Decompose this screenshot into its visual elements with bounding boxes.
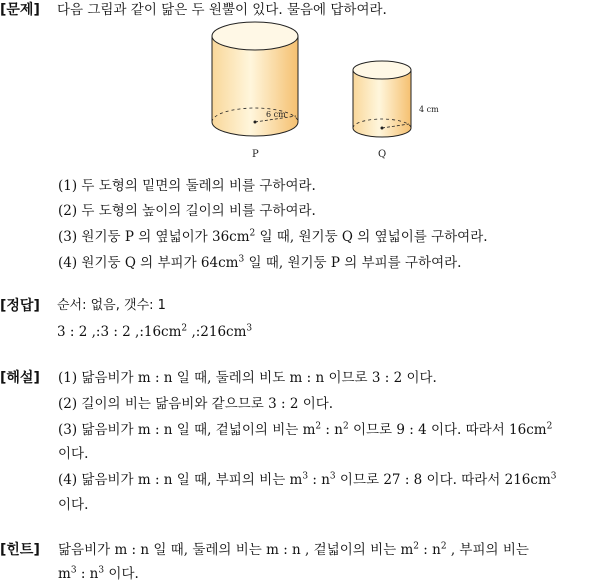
problem-item-1: (1) 두 도형의 밑면의 둘레의 비를 구하여라. xyxy=(58,178,316,194)
solution-line-4: (4) 닮음비가 m : n 일 때, 부피의 비는 $m^3$ : $n^3$ 이므로 27 : 8 이다. 따라서 $216cm^3$ xyxy=(58,471,557,488)
label-p: P xyxy=(252,149,259,160)
cylinder-p xyxy=(212,22,298,160)
problem-item-3: (3) 원기둥 P 의 옆넓이가 $36cm^2$ 일 때, 원기둥 Q 의 옆넓이를 구하여라. xyxy=(58,228,488,245)
solution-line-2: (2) 길이의 비는 닮음비와 같으므로 3 : 2 이다. xyxy=(58,396,334,412)
hint-line-1: 닮음비가 m : n 일 때, 둘레의 비는 m : n , 겉넓이의 비는 $m^2$ : $n^2$ , 부피의 비는 xyxy=(58,541,529,558)
solution-line-3-cont: 이다. xyxy=(58,446,89,462)
problem-item-4: (4) 원기둥 Q 의 부피가 $64cm^3$ 일 때, 원기둥 P 의 부피를 구하여라. xyxy=(58,254,462,271)
problem-item-2: (2) 두 도형의 높이의 길이의 비를 구하여라. xyxy=(58,203,316,219)
label-q: Q xyxy=(378,149,387,160)
solution-line-4-cont: 이다. xyxy=(58,497,89,513)
answer-tag: [정답] xyxy=(0,298,40,314)
answer-line-2: 3 : 2 ,:3 : 2 $,:16cm^2$ $,:216cm^3$ xyxy=(57,323,253,340)
radius-label-p: 6 cm xyxy=(266,110,286,119)
solution-line-3: (3) 닮음비가 m : n 일 때, 겉넓이의 비는 $m^2$ : $n^2$ 이므로 9 : 4 이다. 따라서 $16cm^2$ xyxy=(58,421,553,438)
hint-line-2: $m^3$ : $n^3$ 이다. xyxy=(58,565,139,582)
cylinders-figure xyxy=(200,16,460,166)
answer-line-1: 순서: 없음, 갯수: 1 xyxy=(57,298,166,313)
solution-tag: [해설] xyxy=(0,370,40,386)
problem-intro: 다음 그림과 같이 닮은 두 원뿔이 있다. 물음에 답하여라. xyxy=(57,2,387,18)
hint-tag: [힌트] xyxy=(0,542,40,558)
solution-line-1: (1) 닮음비가 m : n 일 때, 둘레의 비도 m : n 이므로 3 : 2 이다. xyxy=(58,370,437,386)
radius-label-q: 4 cm xyxy=(419,105,439,114)
cylinder-q xyxy=(353,61,439,160)
problem-tag: [문제] xyxy=(0,2,40,18)
